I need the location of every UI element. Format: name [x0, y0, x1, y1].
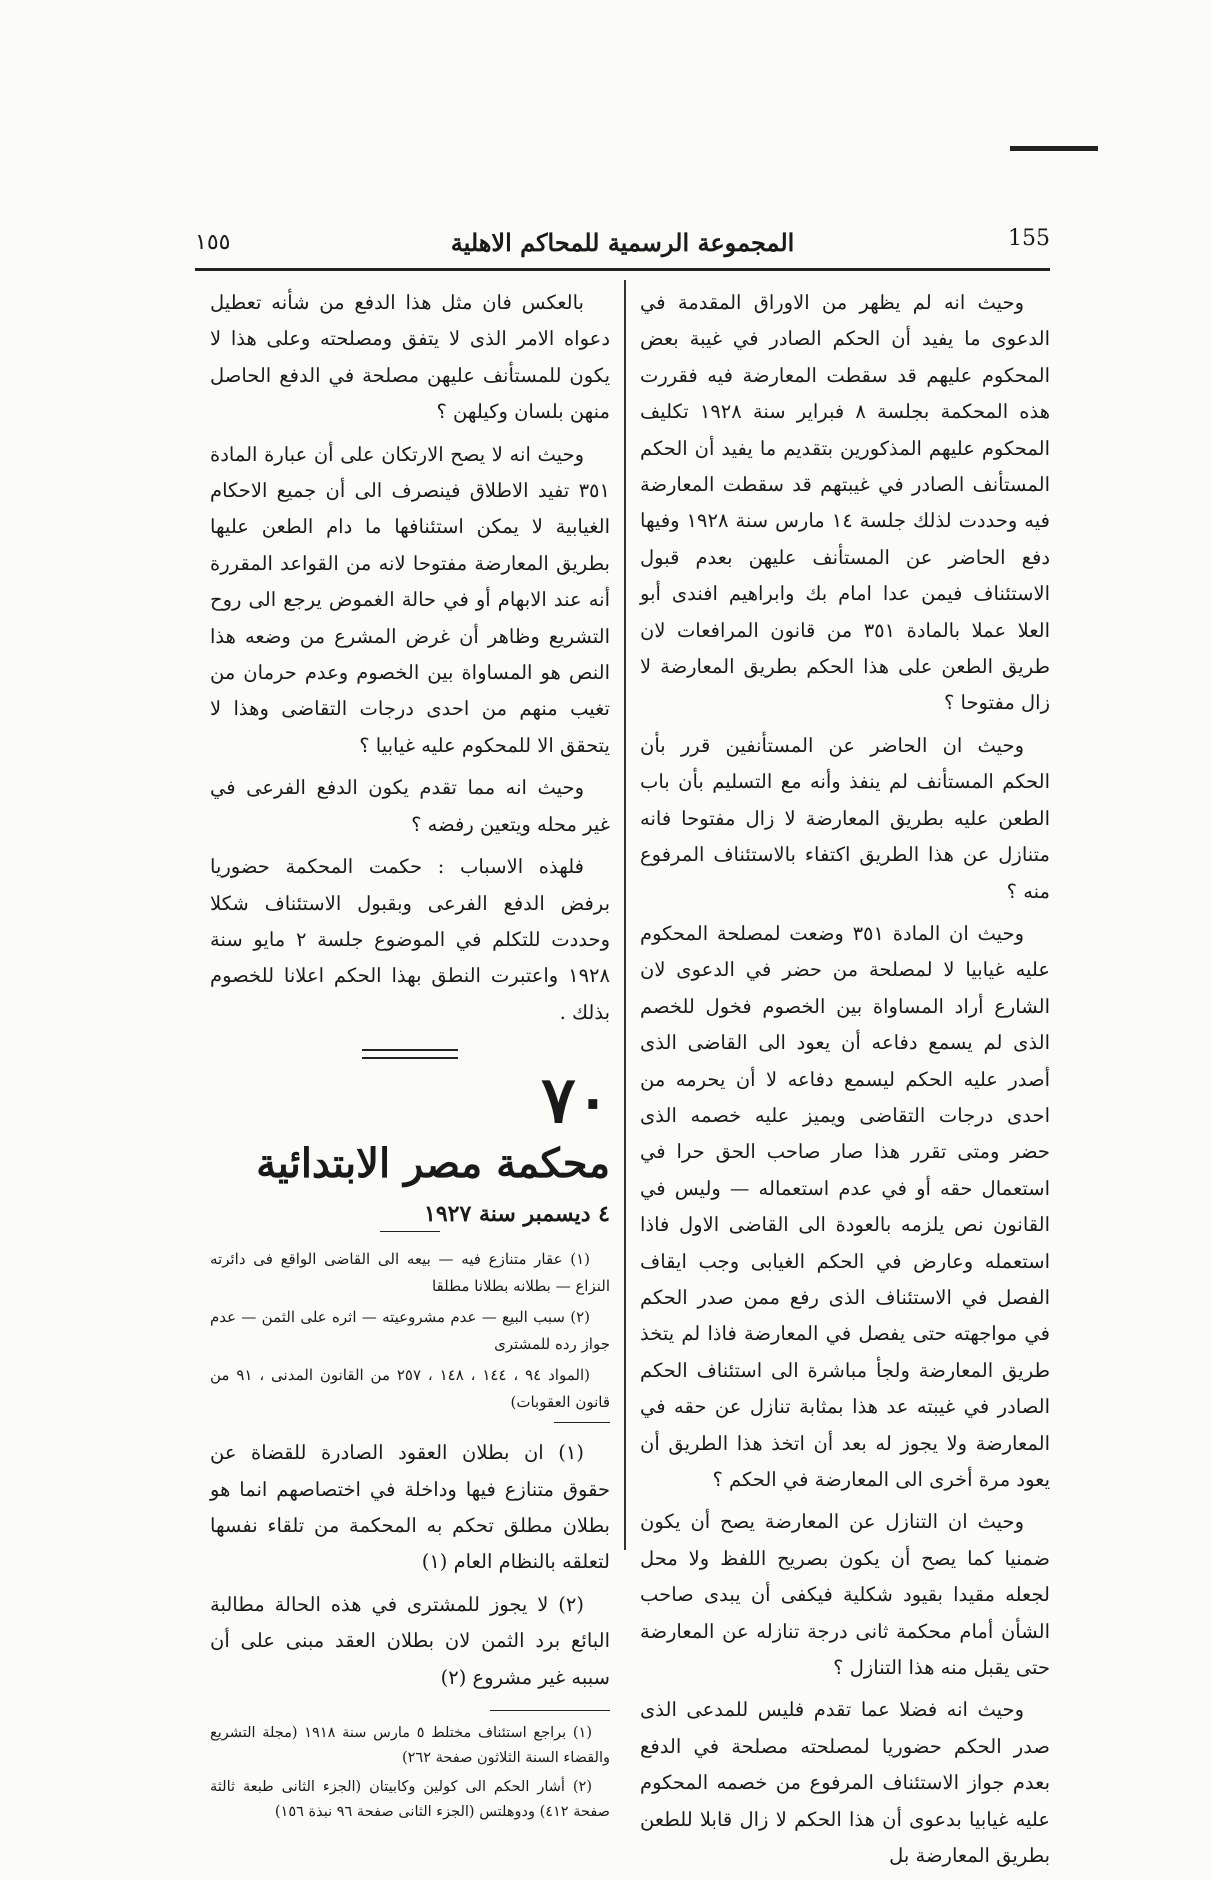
court-name: محكمة مصر الابتدائية — [256, 1140, 610, 1188]
date-rule — [380, 1231, 440, 1232]
paragraph: وحيث انه مما تقدم يكون الدفع الفرعى في غير محله ويتعين رفضه ؟ — [210, 776, 610, 836]
case-heading — [210, 1049, 610, 1232]
corner-rule — [1010, 146, 1098, 151]
paragraph: فلهذه الاسباب : حكمت المحكمة حضوريا برفض الدفع الفرعى وبقبول الاستئناف شكلا وحددت للتكلم في الموضوع جلسة ٢ مايو سنة ١٩٢٨ واعتبرت النطق بهذا الحكم اعلانا للخصوم بذلك . — [210, 855, 610, 1024]
footnote-rule — [490, 1710, 610, 1711]
left-column — [210, 285, 610, 1829]
holding: (١) ان بطلان العقود الصادرة للقضاة عن حقوق متنازع فيها وداخلة في اختصاصهم انما هو بطلان مطلق تحكم به المحكمة من تلقاء نفسها لتعلقه بالنظام العام (١) — [210, 1441, 610, 1574]
case-number: ٧٠ — [541, 1063, 610, 1139]
case-summary: (٢) سبب البيع — عدم مشروعيته — اثره على الثمن — عدم جواز رده للمشترى — [210, 1308, 610, 1354]
footnote: (١) براجع استئناف مختلط ٥ مارس سنة ١٩١٨ (مجلة التشريع والقضاء السنة الثلاثون صفحة ٢٦٢) — [210, 1724, 610, 1766]
right-column — [640, 285, 1050, 1880]
case-summary: (المواد ٩٤ ، ١٤٤ ، ١٤٨ ، ٢٥٧ من القانون المدنى ، ٩١ من قانون العقوبات) — [210, 1366, 610, 1412]
paragraph: وحيث ان التنازل عن المعارضة يصح أن يكون ضمنيا كما يصح أن يكون بصريح اللفظ ولا محل لجعله مقيدا بقيود شكلية فيكفى أن يبدى صاحب الشأن أمام محكمة ثانى درجة تنازله عن المعارضة حتى يقبل منه هذا التنازل ؟ — [640, 1510, 1050, 1680]
paragraph: وحيث انه لا يصح الارتكان على أن عبارة المادة ٣٥١ تفيد الاطلاق فينصرف الى أن جميع الاحكام الغيابية لا يمكن استئنافها ما دام الطعن عليها بطريق المعارضة مفتوحا لانه من القواعد المقررة أنه عند الابهام أو في حالة الغموض يرجع الى روح التشريع وظاهر أن غرض المشرع من وضعه هذا النص هو المساواة بين الخصوم وعدم حرمان من تغيب منهم من احدى درجات التقاضى وهذا لا يتحقق الا للمحكوم عليه غيابيا ؟ — [210, 442, 610, 757]
page-number-latin: 155 — [1008, 226, 1050, 251]
paragraph: وحيث انه فضلا عما تقدم فليس للمدعى الذى صدر الحكم حضوريا لمصلحته مصلحة في الدفع بعدم جواز الاستئناف المرفوع من خصمه المحكوم عليه غيابيا بدعوى أن هذا الحكم لا زال قابلا للطعن بطريق المعارضة بل — [640, 1698, 1050, 1868]
header-rule — [195, 268, 1050, 271]
page-header — [195, 226, 1050, 266]
summary-rule — [554, 1422, 610, 1423]
section-double-rule — [362, 1049, 458, 1059]
paragraph: بالعكس فان مثل هذا الدفع من شأنه تعطيل دعواه الامر الذى لا يتفق ومصلحته وعلى هذا لا يكون للمستأنف عليهن مصلحة في الدفع الحاصل منهن بلسان وكيلهن ؟ — [210, 291, 610, 424]
case-summary: (١) عقار متنازع فيه — بيعه الى القاضى الواقع فى دائرته النزاع — بطلانه بطلانا مطلقا — [210, 1250, 610, 1296]
running-title: المجموعة الرسمية للمحاكم الاهلية — [450, 228, 795, 257]
page-number-arabic: ١٥٥ — [195, 230, 231, 255]
paragraph: وحيث ان المادة ٣٥١ وضعت لمصلحة المحكوم عليه غيابيا لا لمصلحة من حضر في الدعوى لان الشارع أراد المساواة بين الخصوم فخول للخصم الذى لم يسمع دفاعه أن يعود الى القاضى الذى أصدر عليه الحكم ليسمع دفاعه لا أن يحرمه من احدى درجات التقاضى ويميز عليه خصمه الذى حضر ومتى تقرر هذا صار صاحب الحق حرا في استعمال حقه أو في عدم استعماله — وليس في القانون نص يلزمه بالعودة الى القاضى الاول فاذا استعمله وعارض في الحكم الغيابى وجب ايقاف الفصل في الاستئناف الذى رفع ممن صدر الحكم في مواجهته حتى يفصل في المعارضة فاذا لم يتخذ طريق المعارضة ولجأ مباشرة الى استئناف الحكم الصادر في غيبته عد هذا بمثابة تنازل عن حقه في المعارضة ولا يجوز له بعد أن اتخذ هذا الطريق أن يعود مرة أخرى الى المعارضة في الحكم ؟ — [640, 921, 1050, 1491]
case-date: ٤ ديسمبر سنة ١٩٢٧ — [424, 1201, 610, 1228]
paragraph: وحيث انه لم يظهر من الاوراق المقدمة في الدعوى ما يفيد أن الحكم الصادر في غيبة بعض المحكوم عليهم قد سقطت المعارضة فيه فقررت هذه المحكمة بجلسة ٨ فبراير سنة ١٩٢٨ تكليف المحكوم عليهم المذكورين بتقديم ما يفيد أن الحكم المستأنف الصادر في غيبتهم قد سقطت المعارضة فيه وحددت لذلك جلسة ١٤ مارس سنة ١٩٢٨ وفيها دفع الحاضر عن المستأنف عليهن بعدم قبول الاستئناف فيمن عدا امام بك وابراهيم افندى أبو العلا عملا بالمادة ٣٥١ من قانون المرافعات لان طريق الطعن على هذا الحكم بطريق المعارضة لا زال مفتوحا ؟ — [640, 291, 1051, 715]
holding: (٢) لا يجوز للمشترى في هذه الحالة مطالبة البائع برد الثمن لان بطلان العقد مبنى على أن سببه غير مشروع (٢) — [210, 1592, 610, 1689]
paragraph: وحيث ان الحاضر عن المستأنفين قرر بأن الحكم المستأنف لم ينفذ وأنه مع التسليم بأن باب الطعن عليه بطريق المعارضة لا زال مفتوحا فانه متنازل عن هذا الطريق اكتفاء بالاستئناف المرفوع منه ؟ — [640, 733, 1050, 903]
footnote: (٢) أشار الحكم الى كولين وكابيتان (الجزء الثانى طبعة ثالثة صفحة ٤١٢) ودوهلتس (الجزء الثانى صفحة ٩٦ نبذة ١٥٦) — [210, 1778, 610, 1820]
column-divider — [624, 280, 626, 1550]
